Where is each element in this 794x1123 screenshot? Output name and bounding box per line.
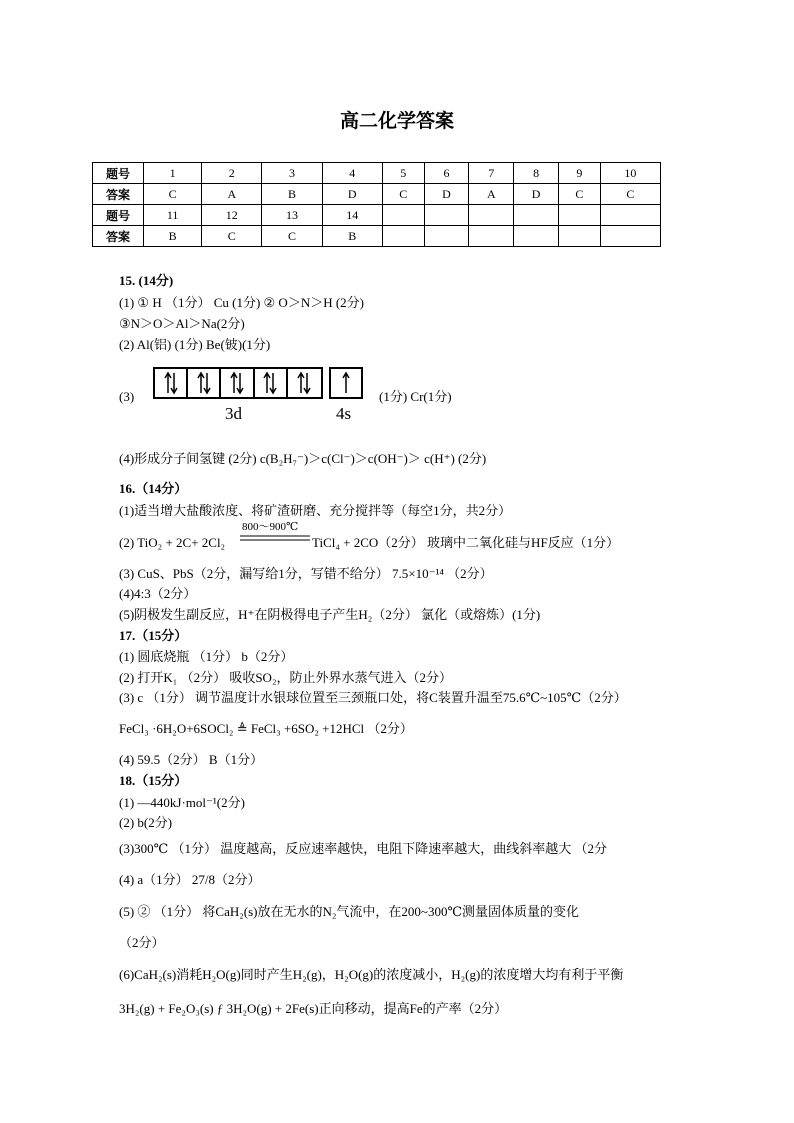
q15-line-3: (2) Al(铝) (1分) Be(铍)(1分) bbox=[119, 337, 271, 352]
q18-line-5: (5) ② （1分） 将CaH₂(s)放在无水的N₂气流中，在200~300℃测量固体质量的变化 bbox=[119, 904, 579, 919]
table-cell: A bbox=[202, 184, 262, 205]
spin-pair-icon bbox=[294, 370, 314, 396]
q18-line-6: （2分） bbox=[119, 935, 165, 950]
table-cell: 12 bbox=[202, 205, 262, 226]
q18-line-3: (3)300℃ （1分） 温度越高，反应速率越快，电阻下降速率越大，曲线斜率越大 （2分 bbox=[119, 841, 607, 856]
q17-heading: 17.（15分） bbox=[119, 628, 188, 643]
q15-line-5: (4)形成分子间氢键 (2分) c(B₂H₇⁻)＞c(Cl⁻)＞c(OH⁻)＞ c(H⁺) (2分) bbox=[119, 451, 487, 466]
q18-line-7: (6)CaH₂(s)消耗H₂O(g)同时产生H₂(g)，H₂O(g)的浓度减小，H₂(g)的浓度增大均有利于平衡 bbox=[119, 967, 624, 982]
table-cell: 5 bbox=[382, 163, 424, 184]
table-cell: 6 bbox=[424, 163, 469, 184]
table-cell: 7 bbox=[469, 163, 514, 184]
q17-line-2: (2) 打开K₁ （2分） 吸收SO₂，防止外界水蒸气进入（2分） bbox=[119, 670, 452, 685]
table-row-header: 答案 bbox=[93, 184, 144, 205]
q16-condition: 800～900℃ bbox=[242, 521, 299, 533]
orbital-cell bbox=[255, 369, 288, 397]
orbital-3d-label: 3d bbox=[225, 404, 242, 423]
orbital-cell bbox=[288, 369, 321, 397]
q18-line-1: (1) —440kJ·mol⁻¹(2分) bbox=[119, 795, 245, 810]
q18-line-2: (2) b(2分) bbox=[119, 815, 173, 830]
page-title: 高二化学答案 bbox=[339, 110, 454, 132]
table-row-header: 答案 bbox=[93, 226, 144, 247]
q17-line-4: FeCl₃ ·6H₂O+6SOCl₂ ≜ FeCl₃ +6SO₂ +12HCl （2分） bbox=[119, 721, 413, 736]
table-cell: C bbox=[600, 184, 660, 205]
table-row-header: 题号 bbox=[93, 163, 144, 184]
table-cell: 2 bbox=[202, 163, 262, 184]
q17-line-1: (1) 圆底烧瓶 （1分） b（2分） bbox=[119, 649, 294, 664]
orbital-4s-label: 4s bbox=[336, 404, 352, 423]
q17-line-3: (3) c （1分） 调节温度计水银球位置至三颈瓶口处，将C装置升温至75.6℃~105℃（2分） bbox=[119, 690, 627, 705]
table-cell: 9 bbox=[558, 163, 600, 184]
table-cell: D bbox=[424, 184, 469, 205]
q15-line-4-prefix: (3) bbox=[119, 389, 135, 404]
q15-heading: 15. (14分) bbox=[119, 273, 174, 288]
table-cell: 10 bbox=[600, 163, 660, 184]
q16-line-2-left: (2) TiO₂ + 2C+ 2Cl₂ bbox=[119, 535, 226, 550]
orbital-3d-box bbox=[153, 367, 323, 399]
table-cell: 8 bbox=[514, 163, 559, 184]
table-cell: 13 bbox=[262, 205, 322, 226]
q16-line-4: (4)4:3（2分） bbox=[119, 586, 197, 601]
table-cell: 3 bbox=[262, 163, 322, 184]
table-cell: C bbox=[144, 184, 202, 205]
spin-pair-icon bbox=[260, 370, 280, 396]
q17-line-5: (4) 59.5（2分） B（1分） bbox=[119, 752, 264, 767]
orbital-cell bbox=[331, 369, 361, 397]
table-cell: 14 bbox=[322, 205, 382, 226]
q18-line-8: 3H₂(g) + Fe₂O₃(s) ƒ 3H₂O(g) + 2Fe(s)正向移动，提高Fe的产率（2分） bbox=[119, 1001, 508, 1016]
table-cell: A bbox=[469, 184, 514, 205]
spin-pair-icon bbox=[227, 370, 247, 396]
orbital-cell bbox=[155, 369, 188, 397]
table-row-header: 题号 bbox=[93, 205, 144, 226]
table-cell: C bbox=[262, 226, 322, 247]
table-cell: C bbox=[382, 184, 424, 205]
q16-line-2-right: TiCl₄ + 2CO（2分） 玻璃中二氧化硅与HF反应（1分） bbox=[312, 535, 620, 550]
table-cell: 1 bbox=[144, 163, 202, 184]
q18-line-4: (4) a（1分） 27/8（2分） bbox=[119, 872, 261, 887]
q15-line-1: (1) ① H （1分） Cu (1分) ② O＞N＞H (2分) bbox=[119, 295, 365, 310]
table-cell: B bbox=[322, 226, 382, 247]
orbital-cell bbox=[188, 369, 221, 397]
table-cell: 11 bbox=[144, 205, 202, 226]
table-cell: C bbox=[558, 184, 600, 205]
q15-line-4-suffix: (1分) Cr(1分) bbox=[379, 389, 452, 404]
q16-line-5: (5)阴极发生副反应，H⁺在阴极得电子产生H₂（2分） 氯化（或熔炼）(1分) bbox=[119, 607, 541, 622]
spin-pair-icon bbox=[161, 370, 181, 396]
table-cell: B bbox=[144, 226, 202, 247]
table-cell: 4 bbox=[322, 163, 382, 184]
table-cell: B bbox=[262, 184, 322, 205]
spin-up-icon bbox=[336, 370, 356, 396]
q18-heading: 18.（15分） bbox=[119, 773, 188, 788]
orbital-cell bbox=[221, 369, 254, 397]
equilibrium-double-line-icon bbox=[240, 535, 310, 541]
q16-heading: 16.（14分） bbox=[119, 481, 188, 496]
table-cell: C bbox=[202, 226, 262, 247]
q16-line-3: (3) CuS、PbS（2分，漏写给1分，写错不给分） 7.5×10⁻¹⁴ （2分） bbox=[119, 566, 493, 581]
q15-line-2: ③N＞O＞Al＞Na(2分) bbox=[119, 316, 245, 331]
spin-pair-icon bbox=[194, 370, 214, 396]
orbital-4s-box bbox=[329, 367, 363, 399]
table-cell: D bbox=[514, 184, 559, 205]
table-cell: D bbox=[322, 184, 382, 205]
q16-line-1: (1)适当增大盐酸浓度、将矿渣研磨、充分搅拌等（每空1分，共2分） bbox=[119, 503, 512, 518]
